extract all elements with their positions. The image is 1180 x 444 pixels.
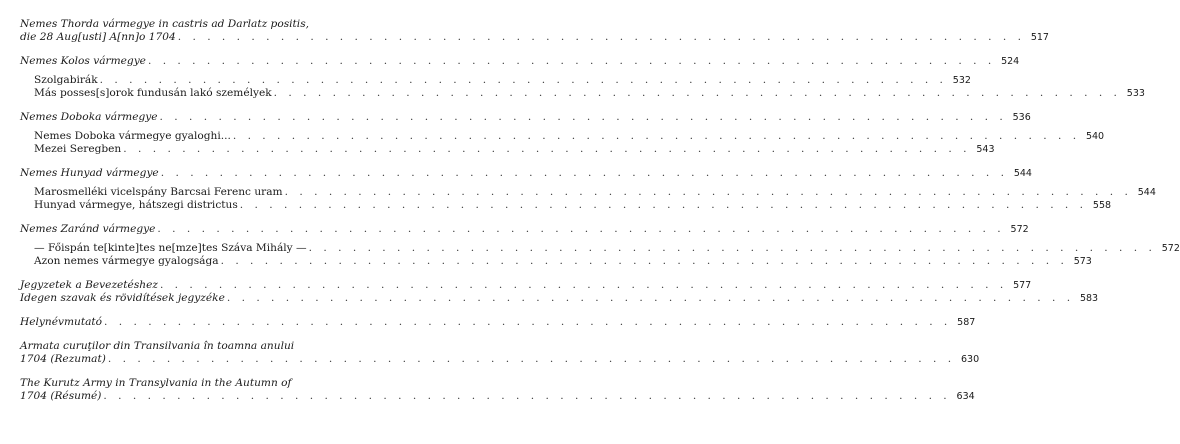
toc-entry-thorda <box>20 31 1049 44</box>
page-number: 572 <box>1161 243 1180 254</box>
leader-dots <box>238 199 1089 212</box>
page-number: 533 <box>1126 88 1145 99</box>
toc-entry-title: Nemes Zaránd vármegye <box>20 223 156 235</box>
page-number: 517 <box>1030 32 1049 43</box>
leader-dots <box>121 143 972 156</box>
leader-dots <box>146 55 997 68</box>
toc-entry-title: Idegen szavak és rövidítések jegyzéke <box>20 292 225 304</box>
toc-entry-title: Nemes Hunyad vármegye <box>20 167 159 179</box>
toc-entry-doboka <box>20 111 1031 124</box>
page-number: 532 <box>952 75 971 86</box>
toc-subentry-text: Hunyad vármegye, hátszegi districtus <box>34 199 238 211</box>
toc-entry-english <box>20 390 975 403</box>
leader-dots <box>106 353 957 366</box>
leader-dots <box>159 167 1010 180</box>
leader-dots <box>283 186 1134 199</box>
toc-entry-thorda-line1: Nemes Thorda vármegye in castris ad Darlatz positis, <box>20 18 309 30</box>
toc-entry-romanian-line2: 1704 (Rezumat) <box>20 353 106 365</box>
page-number: 543 <box>976 144 995 155</box>
leader-dots <box>176 31 1027 44</box>
leader-dots <box>158 111 1009 124</box>
toc-entry-zarand <box>20 223 1029 236</box>
toc-entry-english-line2: 1704 (Résumé) <box>20 390 102 402</box>
toc-subentry <box>20 255 1092 268</box>
page-number: 634 <box>956 391 975 402</box>
leader-dots <box>225 292 1076 305</box>
toc-subentry-text: Azon nemes vármegye gyalogsága <box>34 255 219 267</box>
toc-entry-glossary <box>20 292 1099 305</box>
page-number: 558 <box>1092 200 1112 211</box>
leader-dots <box>307 242 1158 255</box>
toc-subentry <box>20 186 1156 199</box>
page-number: 577 <box>1013 280 1032 291</box>
toc-subentry <box>20 143 995 156</box>
toc-subentry <box>20 74 971 87</box>
leader-dots <box>231 130 1082 143</box>
page-number: 536 <box>1012 112 1031 123</box>
page-number: 587 <box>957 317 976 328</box>
toc-entry-hunyad <box>20 167 1032 180</box>
toc-entry-title: Jegyzetek a Bevezetéshez <box>20 279 158 291</box>
toc-entry-romanian <box>20 353 980 366</box>
leader-dots <box>102 316 953 329</box>
toc-subentry <box>20 199 1112 212</box>
toc-entry-place-index <box>20 316 976 329</box>
leader-dots <box>272 87 1123 100</box>
toc-subentry-text: Mezei Seregben <box>34 143 122 155</box>
toc-subentry <box>20 130 1105 143</box>
toc-entry-kolos <box>20 55 1020 68</box>
page-number: 572 <box>1010 224 1029 235</box>
toc-subentry-text: Szolgabirák <box>34 74 98 86</box>
page-number: 630 <box>961 354 980 365</box>
toc-entry-romanian-line1: Armata curuţilor din Transilvania în toamna anului <box>20 340 295 352</box>
page-number: 524 <box>1001 56 1020 67</box>
page-number: 540 <box>1085 131 1105 142</box>
toc-subentry <box>20 87 1145 100</box>
toc-subentry-text: Más posses[s]orok fundusán lakó személyek <box>34 87 272 99</box>
toc-entry-english-line1: The Kurutz Army in Transylvania in the Autumn of <box>20 377 292 389</box>
toc-entry-thorda-line2: die 28 Aug[usti] A[nn]o 1704 <box>20 31 176 43</box>
toc-subentry-text: — Főispán te[kinte]tes ne[mze]tes Száva Mihály — <box>34 242 307 254</box>
page-number: 544 <box>1137 187 1156 198</box>
page-number: 573 <box>1073 256 1092 267</box>
toc-entry-title: Nemes Doboka vármegye <box>20 111 158 123</box>
page-number: 583 <box>1079 293 1099 304</box>
toc-subentry-text: Marosmelléki vicelspány Barcsai Ferenc uram <box>34 186 283 198</box>
toc-entry-title: Helynévmutató <box>20 316 103 328</box>
page-number: 544 <box>1013 168 1032 179</box>
leader-dots <box>101 390 952 403</box>
leader-dots <box>98 74 949 87</box>
toc-entry-notes <box>20 279 1032 292</box>
toc-subentry <box>20 242 1180 255</box>
leader-dots <box>155 223 1006 236</box>
toc-subentry-text: Nemes Doboka vármegye gyaloghi... <box>34 130 231 142</box>
toc-entry-title: Nemes Kolos vármegye <box>20 55 146 67</box>
leader-dots <box>219 255 1070 268</box>
leader-dots <box>158 279 1009 292</box>
